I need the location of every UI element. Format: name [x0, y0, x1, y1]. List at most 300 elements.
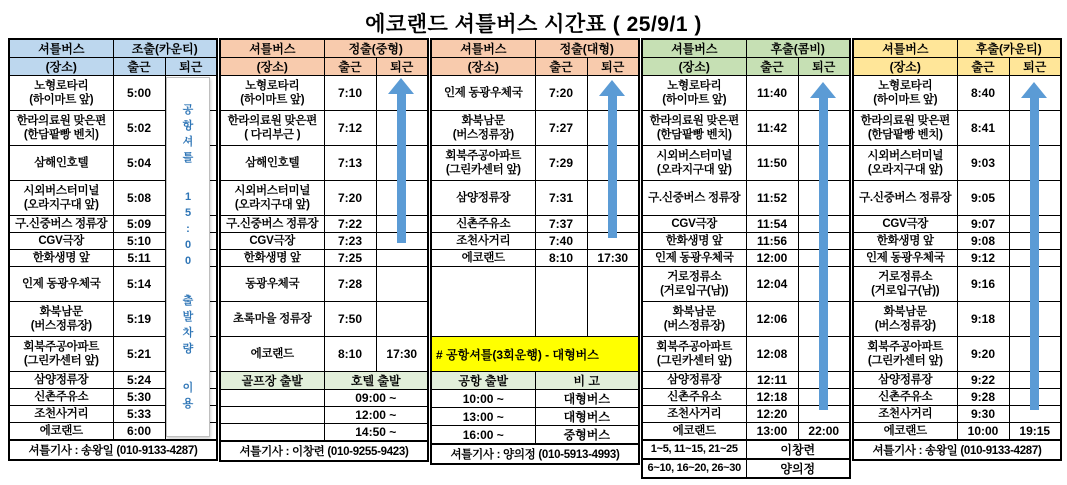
- leave-time: [165, 337, 217, 372]
- timetable-board: [0, 38, 1067, 479]
- depart-time: 13:00: [746, 423, 798, 440]
- depart-time: 9:22: [957, 372, 1009, 389]
- stop-name: 인제 동광우체국: [9, 267, 113, 302]
- timetable-row: [853, 389, 1061, 406]
- timetable-row: [853, 181, 1061, 216]
- leave-time: [376, 76, 428, 111]
- leave-time: [798, 302, 850, 337]
- depart-time: 12:20: [746, 406, 798, 423]
- timetable-row: [9, 389, 217, 406]
- timetable-row: [220, 372, 428, 390]
- depart-time: 12:18: [746, 389, 798, 406]
- leave-time: [376, 181, 428, 216]
- stop-name: 조천사거리: [431, 233, 535, 250]
- depart-header: 출근: [746, 58, 798, 76]
- driver-name: 양의정: [746, 459, 850, 478]
- leave-time: [165, 76, 217, 111]
- timetable-row: [220, 441, 428, 461]
- timetable-row: [642, 216, 850, 233]
- stop-name: 거로정류소 (거로입구(남)): [853, 267, 957, 302]
- leave-time: [165, 250, 217, 267]
- timetable-row: [220, 146, 428, 181]
- timetable-row: [9, 423, 217, 440]
- timetable-row: [220, 250, 428, 267]
- depart-time: 5:30: [113, 389, 165, 406]
- depart-time: 7:13: [324, 146, 376, 181]
- depart-time: 5:24: [113, 372, 165, 389]
- leave-time: [1009, 181, 1061, 216]
- date-range: 6~10, 16~20, 26~30: [642, 459, 746, 478]
- timetable-row: [642, 111, 850, 146]
- depart-time: 5:04: [113, 146, 165, 181]
- timetable-row: [220, 424, 428, 441]
- stop-name: 노형로타리 (하이마트 앞): [642, 76, 746, 111]
- shuttle-header: 셔틀버스: [853, 39, 957, 58]
- timetable-row: [853, 440, 1061, 460]
- section-jochul-county: [8, 38, 216, 461]
- depart-time: 12:11: [746, 372, 798, 389]
- timetable-row: [220, 233, 428, 250]
- timetable-row: [9, 76, 217, 111]
- stop-name: 한화생명 앞: [853, 233, 957, 250]
- stop-name: 신촌주유소: [9, 389, 113, 406]
- depart-time: 9:05: [957, 181, 1009, 216]
- timetable-regular-large: [430, 38, 640, 465]
- leave-time: [798, 233, 850, 250]
- timetable-row: [431, 181, 639, 216]
- stop-name: CGV극장: [853, 216, 957, 233]
- timetable-late-county: [852, 38, 1062, 461]
- timetable-row: [431, 76, 639, 111]
- timetable-row: [220, 302, 428, 337]
- depart-header: 출근: [324, 58, 376, 76]
- leave-time: [587, 216, 639, 233]
- timetable-row: [9, 302, 217, 337]
- leave-header: 퇴근: [587, 58, 639, 76]
- driver-info: 셔틀기사 : 송왕일 (010-9133-4287): [853, 440, 1061, 460]
- run-type-header: 후출(콤비): [746, 39, 850, 58]
- stop-name: 에코랜드: [642, 423, 746, 440]
- timetable-row: [642, 389, 850, 406]
- depart-time: 12:04: [746, 267, 798, 302]
- depart-time: 5:21: [113, 337, 165, 372]
- timetable-row: [853, 302, 1061, 337]
- stop-name: 에코랜드: [431, 250, 535, 267]
- timetable-row: [853, 250, 1061, 267]
- timetable-regular-medium: [219, 38, 429, 462]
- depart-time: 11:40: [746, 76, 798, 111]
- leave-header: 퇴근: [1009, 58, 1061, 76]
- timetable-row: [853, 267, 1061, 302]
- place-header: (장소): [431, 58, 535, 76]
- stop-name: 화북남문 (버스정류장): [642, 302, 746, 337]
- depart-time: 8:10: [324, 337, 376, 372]
- timetable-row: [431, 146, 639, 181]
- leave-time: [1009, 389, 1061, 406]
- timetable-row: [9, 372, 217, 389]
- split-right-cell: 대형버스: [535, 390, 639, 408]
- stop-name: 화북남문 (버스정류장): [9, 302, 113, 337]
- timetable-row: [431, 372, 639, 390]
- stop-name: 회북주공아파트 (그린카센터 앞): [9, 337, 113, 372]
- stop-name: 구.신중버스 정류장: [853, 181, 957, 216]
- leave-time: [798, 111, 850, 146]
- depart-time: 11:50: [746, 146, 798, 181]
- leave-time: [165, 389, 217, 406]
- depart-time: 5:10: [113, 233, 165, 250]
- stop-name: 조천사거리: [853, 406, 957, 423]
- leave-time: [376, 111, 428, 146]
- timetable-row: [642, 459, 850, 478]
- timetable-row: [431, 390, 639, 408]
- stop-name: 조천사거리: [9, 406, 113, 423]
- stop-name: 한라의료원 맞은편 (한담팥빵 벤치): [9, 111, 113, 146]
- depart-time: 5:09: [113, 216, 165, 233]
- leave-time: [798, 389, 850, 406]
- depart-header: 출근: [957, 58, 1009, 76]
- timetable-row: [642, 233, 850, 250]
- leave-time: [165, 302, 217, 337]
- leave-time: 17:30: [376, 337, 428, 372]
- depart-time: 7:20: [535, 76, 587, 111]
- depart-time: 7:23: [324, 233, 376, 250]
- timetable-row: [853, 233, 1061, 250]
- stop-name: 에코랜드: [9, 423, 113, 440]
- split-right-cell: 중형버스: [535, 426, 639, 445]
- timetable-row: [9, 216, 217, 233]
- depart-time: 8:40: [957, 76, 1009, 111]
- place-header: (장소): [9, 58, 113, 76]
- depart-time: 9:30: [957, 406, 1009, 423]
- place-header: (장소): [853, 58, 957, 76]
- leave-time: [1009, 76, 1061, 111]
- depart-time: 9:18: [957, 302, 1009, 337]
- subheader-left: 골프장 출발: [220, 372, 324, 390]
- depart-time: 9:12: [957, 250, 1009, 267]
- timetable-row: [431, 111, 639, 146]
- depart-time: 6:00: [113, 423, 165, 440]
- stop-name: 한라의료원 맞은편 (한담팥빵 벤치): [642, 111, 746, 146]
- leave-header: 퇴근: [376, 58, 428, 76]
- stop-name: 한라의료원 맞은편 (한담팥빵 벤치): [853, 111, 957, 146]
- timetable-row: [220, 181, 428, 216]
- stop-name: 노형로타리 (하이마트 앞): [853, 76, 957, 111]
- timetable-row: [220, 216, 428, 233]
- depart-time: 9:20: [957, 337, 1009, 372]
- leave-time: [1009, 216, 1061, 233]
- section-jeongchul-large: [430, 38, 638, 465]
- leave-header: 퇴근: [165, 58, 217, 76]
- section-huchul-combi: [641, 38, 849, 479]
- timetable-row: [431, 233, 639, 250]
- leave-time: [165, 181, 217, 216]
- timetable-row: [642, 76, 850, 111]
- place-header: (장소): [642, 58, 746, 76]
- leave-time: [798, 250, 850, 267]
- timetable-row: [642, 423, 850, 440]
- subheader-left: 공항 출발: [431, 372, 535, 390]
- place-header: (장소): [220, 58, 324, 76]
- timetable-row: [853, 76, 1061, 111]
- driver-info: 셔틀기사 : 양의정 (010-5913-4993): [431, 444, 639, 464]
- leave-time: [1009, 372, 1061, 389]
- timetable-row: [642, 250, 850, 267]
- depart-time: 9:07: [957, 216, 1009, 233]
- depart-time: 7:31: [535, 181, 587, 216]
- stop-name: 거로정류소 (거로입구(남)): [642, 267, 746, 302]
- airport-shuttle-note: # 공항셔틀(3회운행) - 대형버스: [431, 337, 639, 372]
- driver-name: 이창련: [746, 440, 850, 459]
- leave-time: [376, 233, 428, 250]
- timetable-late-combi: [641, 38, 851, 479]
- stop-name: 삼양정류장: [431, 181, 535, 216]
- stop-name: CGV극장: [220, 233, 324, 250]
- timetable-row: [642, 181, 850, 216]
- stop-name: 화북남문 (버스정류장): [853, 302, 957, 337]
- stop-name: 시외버스터미널 (오라지구대 앞): [220, 181, 324, 216]
- vertical-text-group: 출 발 차 량: [182, 294, 194, 355]
- depart-time: 7:22: [324, 216, 376, 233]
- timetable-row: [853, 406, 1061, 423]
- timetable-row: [642, 372, 850, 389]
- depart-time: 12:08: [746, 337, 798, 372]
- stop-name: 에코랜드: [220, 337, 324, 372]
- depart-time: 8:10: [535, 250, 587, 267]
- stop-name: 한화생명 앞: [642, 233, 746, 250]
- stop-name: 삼양정류장: [9, 372, 113, 389]
- timetable-row: [220, 390, 428, 407]
- stop-name: 동광우체국: [220, 267, 324, 302]
- split-right-cell: 09:00 ~: [324, 390, 428, 407]
- shuttle-header: 셔틀버스: [431, 39, 535, 58]
- leave-time: [1009, 302, 1061, 337]
- leave-time: [165, 267, 217, 302]
- stop-name: 한화생명 앞: [220, 250, 324, 267]
- leave-time: [798, 146, 850, 181]
- depart-time: 7:10: [324, 76, 376, 111]
- timetable-row: [853, 111, 1061, 146]
- empty-cell: [431, 267, 535, 337]
- stop-name: 인제 동광우체국: [853, 250, 957, 267]
- depart-time: 12:00: [746, 250, 798, 267]
- stop-name: 구.신중버스 정류장: [220, 216, 324, 233]
- depart-time: 5:33: [113, 406, 165, 423]
- shuttle-header: 셔틀버스: [9, 39, 113, 58]
- leave-time: [376, 267, 428, 302]
- stop-name: 인제 동광우체국: [431, 76, 535, 111]
- depart-time: 7:12: [324, 111, 376, 146]
- run-type-header: 정출(대형): [535, 39, 639, 58]
- subheader-right: 비 고: [535, 372, 639, 390]
- leave-time: [798, 337, 850, 372]
- timetable-row: [431, 216, 639, 233]
- leave-time: [798, 76, 850, 111]
- timetable-row: [642, 302, 850, 337]
- leave-time: [1009, 233, 1061, 250]
- leave-time: [376, 302, 428, 337]
- empty-cell: [535, 267, 587, 337]
- stop-name: 신촌주유소: [853, 389, 957, 406]
- vertical-text-group: 1 5 : 0 0: [184, 191, 192, 268]
- depart-time: 11:56: [746, 233, 798, 250]
- leave-time: 19:15: [1009, 423, 1061, 440]
- stop-name: 인제 동광우체국: [642, 250, 746, 267]
- leave-time: [376, 216, 428, 233]
- leave-time: [165, 372, 217, 389]
- timetable-row: [9, 250, 217, 267]
- split-right-cell: 12:00 ~: [324, 407, 428, 424]
- page-title: 에코랜드 셔틀버스 시간표 ( 25/9/1 ): [365, 13, 702, 36]
- depart-time: 9:16: [957, 267, 1009, 302]
- stop-name: 시외버스터미널 (오라지구대 앞): [853, 146, 957, 181]
- depart-header: 출근: [535, 58, 587, 76]
- timetable-row: [642, 267, 850, 302]
- timetable-early-county: [8, 38, 218, 461]
- stop-name: 회북주공아파트 (그린카센터 앞): [431, 146, 535, 181]
- stop-name: 구.신중버스 정류장: [642, 181, 746, 216]
- leave-time: [1009, 267, 1061, 302]
- stop-name: 삼해인호텔: [220, 146, 324, 181]
- split-left-cell: 10:00 ~: [431, 390, 535, 408]
- depart-time: 7:20: [324, 181, 376, 216]
- stop-name: 노형로타리 (하이마트 앞): [220, 76, 324, 111]
- timetable-row: [853, 423, 1061, 440]
- timetable-row: [9, 146, 217, 181]
- leave-time: [798, 372, 850, 389]
- stop-name: 회북주공아파트 (그린카센터 앞): [642, 337, 746, 372]
- timetable-row: [853, 372, 1061, 389]
- depart-time: 11:42: [746, 111, 798, 146]
- depart-time: 7:25: [324, 250, 376, 267]
- leave-time: [165, 233, 217, 250]
- leave-time: [1009, 406, 1061, 423]
- stop-name: 노형로타리 (하이마트 앞): [9, 76, 113, 111]
- timetable-row: [220, 267, 428, 302]
- timetable-row: [220, 407, 428, 424]
- subheader-right: 호텔 출발: [324, 372, 428, 390]
- split-right-cell: 14:50 ~: [324, 424, 428, 441]
- depart-time: 5:08: [113, 181, 165, 216]
- depart-time: 7:27: [535, 111, 587, 146]
- stop-name: 신촌주유소: [431, 216, 535, 233]
- section-jeongchul-medium: [219, 38, 427, 462]
- leave-time: [587, 76, 639, 111]
- empty-cell: [587, 267, 639, 337]
- stop-name: 삼양정류장: [853, 372, 957, 389]
- leave-time: 17:30: [587, 250, 639, 267]
- depart-time: 5:00: [113, 76, 165, 111]
- timetable-row: [220, 76, 428, 111]
- leave-time: [587, 233, 639, 250]
- timetable-row: [642, 337, 850, 372]
- split-right-cell: 대형버스: [535, 408, 639, 426]
- stop-name: 구.신중버스 정류장: [9, 216, 113, 233]
- depart-time: 5:02: [113, 111, 165, 146]
- depart-time: 9:08: [957, 233, 1009, 250]
- depart-time: 10:00: [957, 423, 1009, 440]
- leave-time: [1009, 111, 1061, 146]
- stop-name: 시외버스터미널 (오라지구대 앞): [9, 181, 113, 216]
- vertical-text-group: 공 항 셔 틀: [182, 103, 194, 164]
- depart-time: 12:06: [746, 302, 798, 337]
- vertical-text-group: 이 용: [182, 382, 194, 411]
- leave-time: [798, 267, 850, 302]
- stop-name: 삼양정류장: [642, 372, 746, 389]
- timetable-row: [431, 250, 639, 267]
- leave-time: [587, 181, 639, 216]
- timetable-row: [9, 440, 217, 460]
- date-range: 1~5, 11~15, 21~25: [642, 440, 746, 459]
- section-huchul-county: [852, 38, 1060, 461]
- leave-time: [165, 423, 217, 440]
- depart-time: 5:11: [113, 250, 165, 267]
- leave-time: [1009, 146, 1061, 181]
- timetable-row: [853, 146, 1061, 181]
- timetable-row: [220, 337, 428, 372]
- timetable-row: [431, 408, 639, 426]
- timetable-row: [220, 111, 428, 146]
- split-left-cell: [220, 424, 324, 441]
- split-left-cell: 13:00 ~: [431, 408, 535, 426]
- timetable-row: [642, 146, 850, 181]
- stop-name: 회북주공아파트 (그린카센터 앞): [853, 337, 957, 372]
- timetable-row: [431, 444, 639, 464]
- stop-name: 화북남문 (버스정류장): [431, 111, 535, 146]
- depart-time: 7:29: [535, 146, 587, 181]
- timetable-row: [9, 111, 217, 146]
- timetable-row: [9, 337, 217, 372]
- leave-time: [798, 406, 850, 423]
- shuttle-header: 셔틀버스: [642, 39, 746, 58]
- depart-time: 7:37: [535, 216, 587, 233]
- shuttle-header: 셔틀버스: [220, 39, 324, 58]
- timetable-row: [9, 181, 217, 216]
- leave-header: 퇴근: [798, 58, 850, 76]
- split-left-cell: [220, 407, 324, 424]
- run-type-header: 조출(카운티): [113, 39, 217, 58]
- depart-time: 9:03: [957, 146, 1009, 181]
- stop-name: 한화생명 앞: [9, 250, 113, 267]
- depart-time: 5:19: [113, 302, 165, 337]
- stop-name: 초록마을 정류장: [220, 302, 324, 337]
- driver-info: 셔틀기사 : 송왕일 (010-9133-4287): [9, 440, 217, 460]
- stop-name: 삼해인호텔: [9, 146, 113, 181]
- split-left-cell: [220, 390, 324, 407]
- depart-time: 7:40: [535, 233, 587, 250]
- leave-time: [165, 146, 217, 181]
- timetable-row: [853, 337, 1061, 372]
- timetable-row: [9, 233, 217, 250]
- timetable-row: [431, 267, 639, 337]
- timetable-row: [431, 337, 639, 372]
- leave-time: [165, 111, 217, 146]
- depart-time: 7:50: [324, 302, 376, 337]
- leave-time: [376, 250, 428, 267]
- timetable-row: [431, 426, 639, 445]
- leave-time: [587, 111, 639, 146]
- timetable-row: [853, 216, 1061, 233]
- leave-time: [587, 146, 639, 181]
- depart-time: 8:41: [957, 111, 1009, 146]
- depart-header: 출근: [113, 58, 165, 76]
- stop-name: 신촌주유소: [642, 389, 746, 406]
- leave-time: [376, 146, 428, 181]
- driver-info: 셔틀기사 : 이창련 (010-9255-9423): [220, 441, 428, 461]
- leave-time: [1009, 337, 1061, 372]
- stop-name: 시외버스터미널 (오라지구대 앞): [642, 146, 746, 181]
- timetable-row: [642, 440, 850, 459]
- stop-name: CGV극장: [9, 233, 113, 250]
